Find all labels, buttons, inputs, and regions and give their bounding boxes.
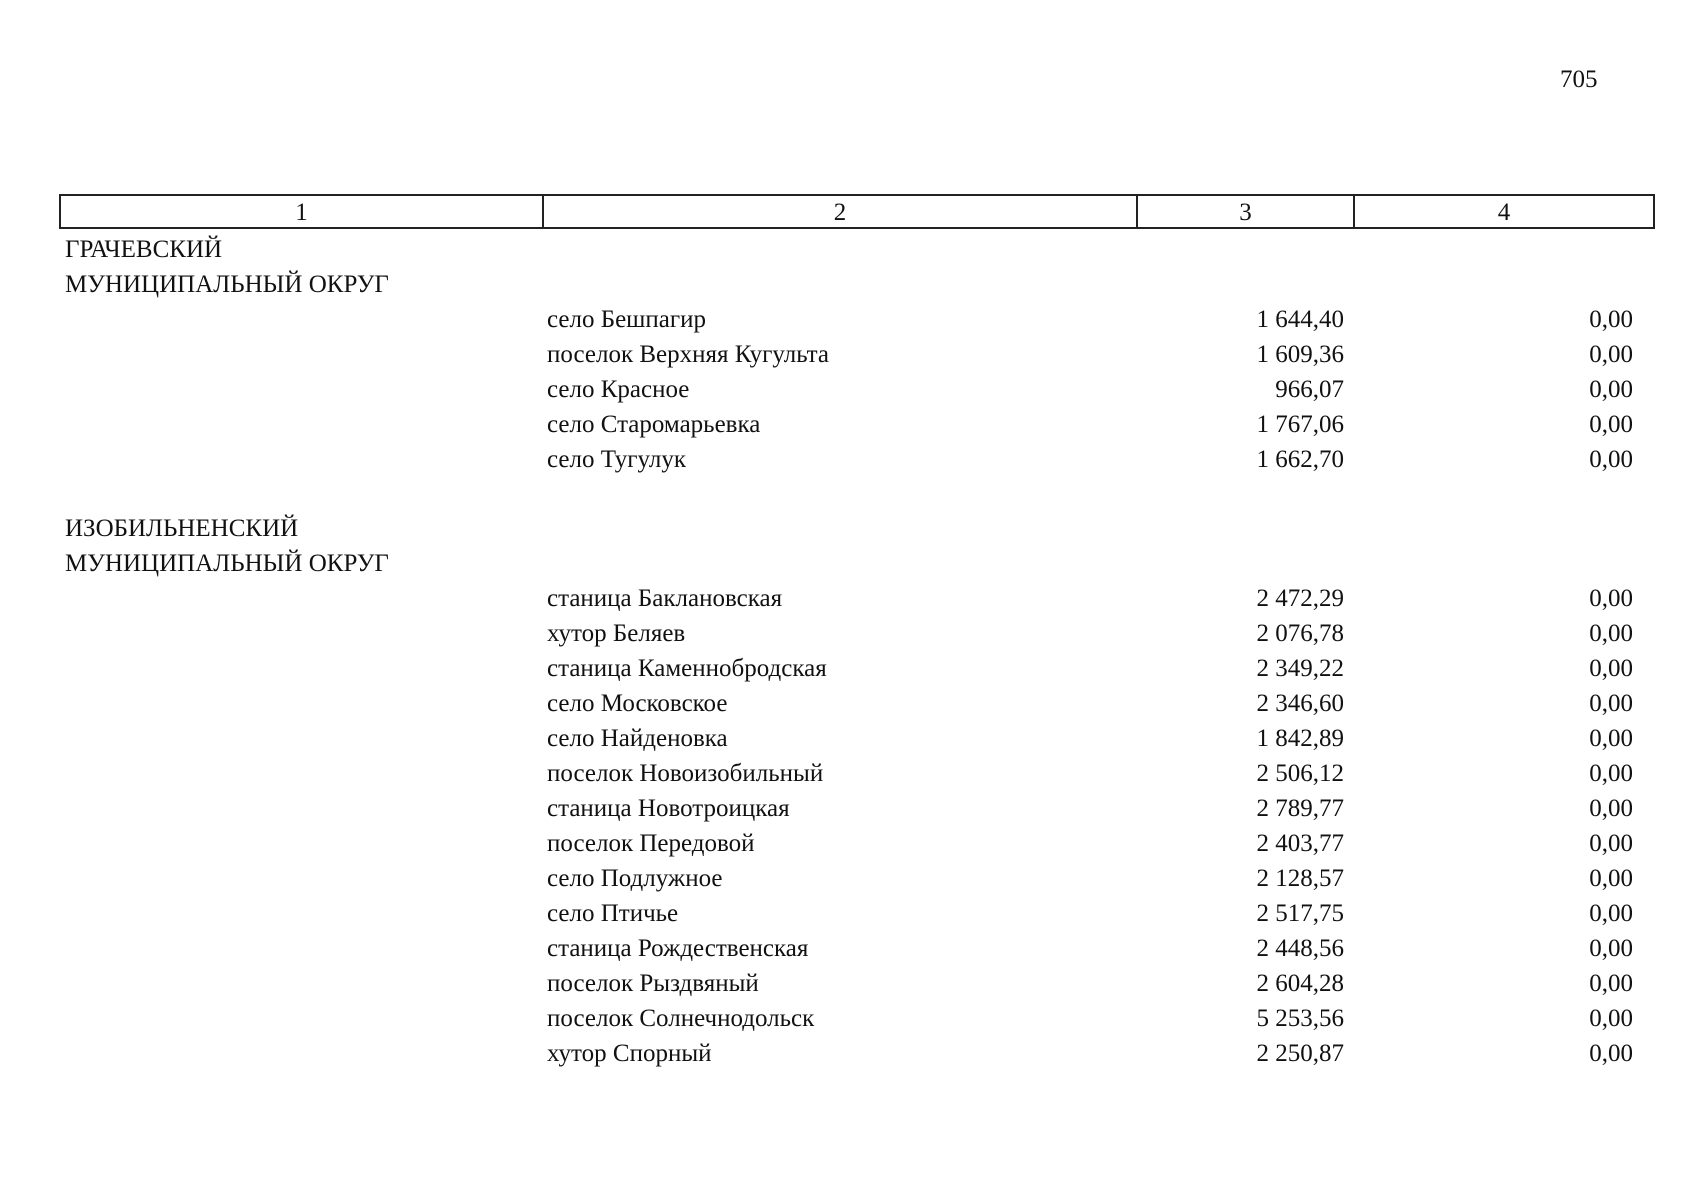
value-col-4: 0,00: [1589, 411, 1633, 438]
settlement-name: поселок Солнечнодольск: [547, 1005, 815, 1032]
settlement-name: село Птичье: [547, 900, 679, 927]
settlement-name: село Московское: [547, 690, 728, 717]
value-col-3: 2 506,12: [1256, 760, 1344, 787]
table-row: [0, 1001, 1696, 1036]
value-col-4: 0,00: [1589, 446, 1633, 473]
settlement-name: село Подлужное: [547, 865, 723, 892]
value-col-3: 2 403,77: [1256, 830, 1344, 857]
district-name-line2: МУНИЦИПАЛЬНЫЙ ОКРУГ: [65, 271, 389, 298]
settlement-name: хутор Беляев: [547, 620, 686, 647]
value-col-3: 2 128,57: [1256, 865, 1344, 892]
table-row: [0, 651, 1696, 686]
header-col-4: 4: [1353, 194, 1655, 229]
table-row: [0, 791, 1696, 826]
value-col-3: 1 609,36: [1256, 341, 1344, 368]
table-row: [0, 616, 1696, 651]
value-col-4: 0,00: [1589, 1005, 1633, 1032]
settlement-name: хутор Спорный: [547, 1040, 712, 1067]
value-col-3: 1 644,40: [1256, 306, 1344, 333]
value-col-4: 0,00: [1589, 865, 1633, 892]
value-col-3: 966,07: [1275, 376, 1344, 403]
table-row: [0, 686, 1696, 721]
table-row: [0, 302, 1696, 337]
value-col-4: 0,00: [1589, 935, 1633, 962]
value-col-3: 2 346,60: [1256, 690, 1344, 717]
settlement-name: поселок Новоизобильный: [547, 760, 824, 787]
district-name-1: [65, 232, 389, 302]
value-col-4: 0,00: [1589, 620, 1633, 647]
table-row: [0, 442, 1696, 477]
district-name-line1: ИЗОБИЛЬНЕНСКИЙ: [65, 515, 299, 542]
table-row: [0, 372, 1696, 407]
value-col-3: 5 253,56: [1256, 1005, 1344, 1032]
value-col-3: 2 349,22: [1256, 655, 1344, 682]
district-name-2: [65, 511, 389, 581]
settlement-name: село Найденовка: [547, 725, 728, 752]
table-row: [0, 581, 1696, 616]
page-number: 705: [1560, 66, 1598, 93]
table-row: [0, 1036, 1696, 1071]
value-col-4: 0,00: [1589, 970, 1633, 997]
settlement-name: поселок Верхняя Кугульта: [547, 341, 829, 368]
settlement-name: поселок Передовой: [547, 830, 755, 857]
header-col-1: 1: [59, 194, 544, 229]
table-row: [0, 756, 1696, 791]
value-col-4: 0,00: [1589, 760, 1633, 787]
value-col-3: 1 842,89: [1256, 725, 1344, 752]
settlement-name: станица Новотроицкая: [547, 795, 790, 822]
value-col-3: 2 789,77: [1256, 795, 1344, 822]
settlement-name: поселок Рыздвяный: [547, 970, 759, 997]
table-row: [0, 896, 1696, 931]
settlement-name: станица Рождественская: [547, 935, 809, 962]
settlement-name: станица Баклановская: [547, 585, 783, 612]
table-row: [0, 337, 1696, 372]
value-col-4: 0,00: [1589, 341, 1633, 368]
table-row: [0, 721, 1696, 756]
value-col-3: 2 250,87: [1256, 1040, 1344, 1067]
value-col-3: 1 662,70: [1256, 446, 1344, 473]
value-col-4: 0,00: [1589, 306, 1633, 333]
settlement-name: село Бешпагир: [547, 306, 707, 333]
settlement-name: село Тугулук: [547, 446, 687, 473]
table-row: [0, 407, 1696, 442]
settlement-name: село Старомарьевка: [547, 411, 761, 438]
district-name-line1: ГРАЧЕВСКИЙ: [65, 236, 223, 263]
value-col-4: 0,00: [1589, 900, 1633, 927]
value-col-4: 0,00: [1589, 376, 1633, 403]
value-col-3: 2 517,75: [1256, 900, 1344, 927]
value-col-3: 2 076,78: [1256, 620, 1344, 647]
district-name-line2: МУНИЦИПАЛЬНЫЙ ОКРУГ: [65, 550, 389, 577]
table-row: [0, 966, 1696, 1001]
value-col-4: 0,00: [1589, 1040, 1633, 1067]
table-row: [0, 861, 1696, 896]
value-col-3: 1 767,06: [1256, 411, 1344, 438]
value-col-3: 2 604,28: [1256, 970, 1344, 997]
value-col-4: 0,00: [1589, 830, 1633, 857]
table-row: [0, 826, 1696, 861]
header-col-3: 3: [1136, 194, 1355, 229]
value-col-4: 0,00: [1589, 585, 1633, 612]
settlement-name: село Красное: [547, 376, 690, 403]
value-col-4: 0,00: [1589, 655, 1633, 682]
value-col-3: 2 448,56: [1256, 935, 1344, 962]
value-col-3: 2 472,29: [1256, 585, 1344, 612]
settlement-name: станица Каменнобродская: [547, 655, 827, 682]
value-col-4: 0,00: [1589, 725, 1633, 752]
value-col-4: 0,00: [1589, 690, 1633, 717]
header-col-2: 2: [542, 194, 1138, 229]
value-col-4: 0,00: [1589, 795, 1633, 822]
table-row: [0, 931, 1696, 966]
